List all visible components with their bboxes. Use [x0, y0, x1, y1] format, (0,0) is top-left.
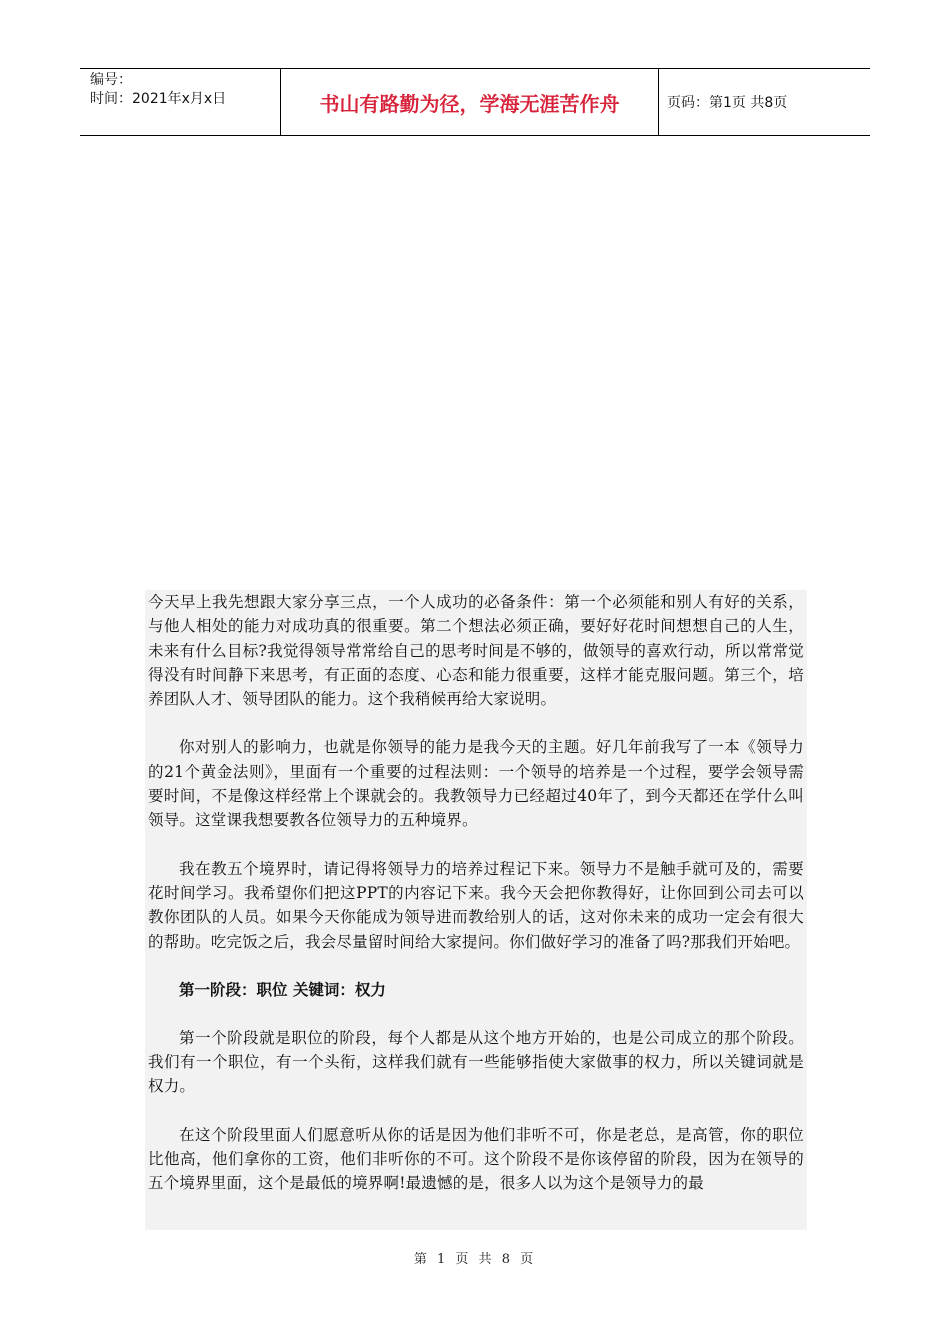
document-body: [145, 590, 807, 1230]
page-footer: 第 1 页 共 8 页: [413, 1252, 537, 1267]
header-motto: 书山有路勤为径，学海无涯苦作舟: [281, 69, 659, 135]
paragraph-intro: 今天早上我先想跟大家分享三点，一个人成功的必备条件：第一个必须能和别人有好的关系，与他人相处的能力对成功真的很重要。第二个想法必须正确，要好好花时间想想自己的人生，未来有什么目标?我觉得领导常常给自己的思考时间是不够的，做领导的喜欢行动，所以常常觉得没有时间静下来思考，有正面的态度、心态和能力很重要，这样才能克服问题。第三个，培养团队人才、领导团队的能力。这个我稍候再给大家说明。: [148, 593, 804, 709]
document-header: [80, 68, 870, 136]
paragraph-stage-one: 第一个阶段就是职位的阶段，每个人都是从这个地方开始的，也是公司成立的那个阶段。我们有一个职位，有一个头衔，这样我们就有一些能够指使大家做事的权力，所以关键词就是权力。: [148, 1028, 804, 1096]
paragraph-stage-one-detail: 在这个阶段里面人们愿意听从你的话是因为他们非听不可，你是老总，是高管，你的职位比他高，他们拿你的工资，他们非听你的不可。这个阶段不是你该停留的阶段，因为在领导的五个境界里面，这个是最低的境界啊!最遗憾的是，很多人以为这个是领导力的最: [148, 1125, 804, 1193]
section-heading-stage-one: 第一阶段：职位 关键词：权力: [179, 980, 386, 999]
paragraph-instructions: 我在教五个境界时，请记得将领导力的培养过程记下来。领导力不是触手就可及的，需要花时间学习。我希望你们把这PPT的内容记下来。我今天会把你教得好，让你回到公司去可以教你团队的人员。如果今天你能成为领导进而教给别人的话，这对你未来的成功一定会有很大的帮助。吃完饭之后，我会尽量留时间给大家提问。你们做好学习的准备了吗?那我们开始吧。: [148, 859, 804, 951]
header-meta-cell: [80, 69, 281, 135]
document-time-label: 时间：2021年x月x日: [90, 91, 227, 107]
paragraph-topic: 你对别人的影响力，也就是你领导的能力是我今天的主题。好几年前我写了一本《领导力的21个黄金法则》，里面有一个重要的过程法则：一个领导的培养是一个过程，要学会领导需要时间，不是像这样经常上个课就会的。我教领导力已经超过40年了，到今天都还在学什么叫领导。这堂课我想要教各位领导力的五种境界。: [148, 738, 804, 830]
document-number-label: 编号：: [90, 72, 132, 88]
header-page-number: 页码：第1页 共8页: [667, 95, 788, 111]
